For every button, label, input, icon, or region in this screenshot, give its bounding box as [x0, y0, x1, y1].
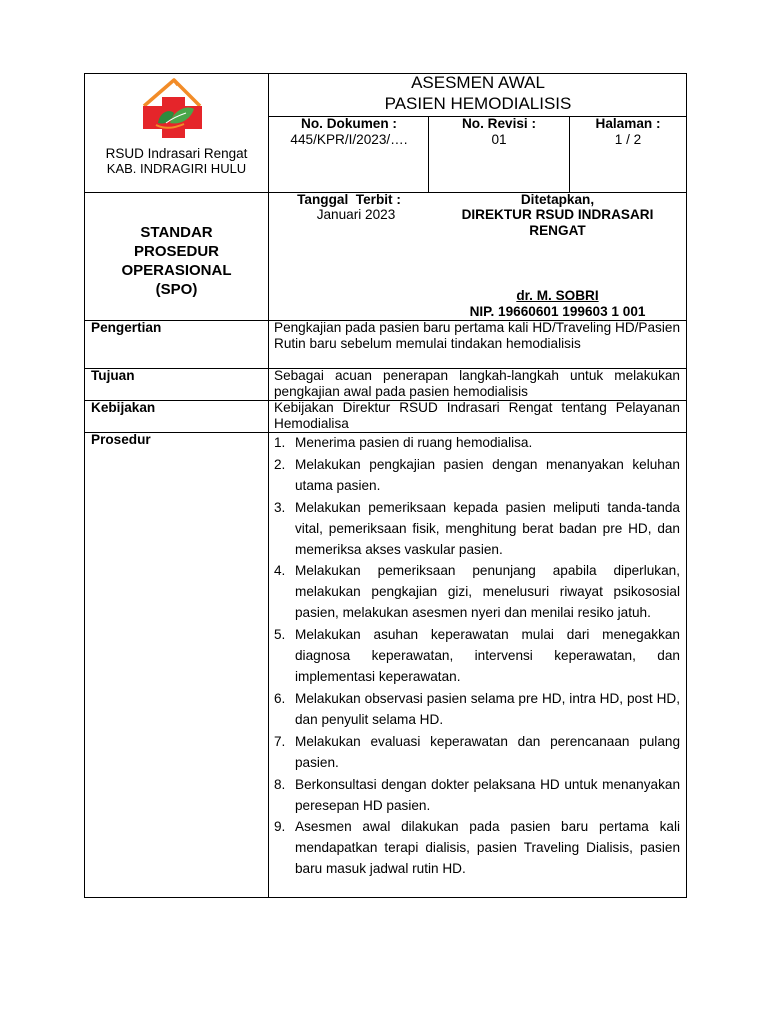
step-text: Menerima pasien di ruang hemodialisa.	[295, 435, 533, 450]
step-number: 4.	[274, 563, 286, 579]
table-border-bottom	[84, 897, 687, 898]
step-text: Melakukan observasi pasien selama pre HD, intra HD, post HD, dan penyulit selama HD.	[295, 690, 680, 727]
column-divider	[268, 73, 269, 898]
procedure-list	[274, 432, 680, 880]
hospital-cross-leaf-logo-icon	[138, 76, 202, 140]
director-title-line2: RENGAT	[529, 223, 586, 238]
procedure-step	[274, 816, 680, 879]
procedure-step	[274, 454, 680, 496]
signer-name: dr. M. SOBRI	[516, 288, 599, 303]
spo-title-line1: STANDAR	[140, 224, 213, 241]
step-text: Asesmen awal dilakukan pada pasien baru pertama kali mendapatkan terapi dialisis, pasien Traveling Dialisis, pasien baru masuk jadwal rutin HD.	[295, 819, 680, 877]
step-number: 3.	[274, 499, 286, 515]
director-title-line1: DIREKTUR RSUD INDRASARI	[461, 207, 654, 222]
spo-title-line3: OPERASIONAL	[121, 262, 232, 279]
spo-title-line4: (SPO)	[155, 281, 198, 298]
revision-label: No. Revisi :	[461, 116, 537, 131]
regency-name: KAB. INDRAGIRI HULU	[106, 161, 247, 176]
table-border-right	[686, 73, 687, 898]
step-number: 8.	[274, 776, 286, 792]
revision-value: 01	[491, 132, 507, 147]
document-title-line1: ASESMEN AWAL	[411, 73, 545, 92]
step-number: 7.	[274, 733, 286, 749]
tujuan-text: Sebagai acuan penerapan langkah-langkah untuk melakukan pengkajian awal pada pasien hemodialisis	[274, 368, 680, 399]
pengertian-label: Pengertian	[91, 320, 162, 335]
step-text: Melakukan asuhan keperawatan mulai dari menegakkan diagnosa keperawatan, intervensi keperawatan, dan implementasi keperawatan.	[295, 627, 680, 685]
procedure-step	[274, 432, 680, 453]
page-label: Halaman :	[595, 116, 661, 131]
procedure-step	[274, 774, 680, 816]
procedure-step	[274, 497, 680, 560]
step-text: Melakukan pemeriksaan penunjang apabila diperlukan, melakukan pengkajian gizi, menelusuri riwayat psikososial pasien, melakukan asesmen nyeri dan menilai resiko jatuh.	[295, 563, 680, 621]
procedure-step	[274, 731, 680, 773]
doc-no-value: 445/KPR/I/2023/….	[290, 132, 408, 147]
table-border-left	[84, 73, 85, 898]
step-text: Melakukan evaluasi keperawatan dan perencanaan pulang pasien.	[295, 733, 680, 770]
step-text: Berkonsultasi dengan dokter pelaksana HD untuk menanyakan peresepan HD pasien.	[295, 776, 680, 813]
step-text: Melakukan pemeriksaan kepada pasien meliputi tanda-tanda vital, pemeriksaan fisik, menghitung berat badan pre HD, dan memeriksa akses vaskular pasien.	[295, 499, 680, 557]
prosedur-label: Prosedur	[91, 432, 151, 447]
procedure-step	[274, 624, 680, 687]
kebijakan-text: Kebijakan Direktur RSUD Indrasari Rengat tentang Pelayanan Hemodialisa	[274, 400, 680, 431]
step-number: 2.	[274, 456, 286, 472]
pengertian-text: Pengkajian pada pasien baru pertama kali HD/Traveling HD/Pasien Rutin baru sebelum memulai tindakan hemodialisis	[274, 320, 680, 351]
page-value: 1 / 2	[614, 132, 642, 147]
kebijakan-label: Kebijakan	[91, 400, 156, 415]
set-by-label: Ditetapkan,	[520, 192, 595, 207]
step-number: 9.	[274, 819, 286, 835]
hospital-name: RSUD Indrasari Rengat	[105, 146, 248, 161]
document-title-line2: PASIEN HEMODIALISIS	[384, 94, 572, 113]
procedure-step	[274, 560, 680, 623]
issue-date-label: Tanggal Terbit :	[297, 192, 401, 207]
tujuan-label: Tujuan	[91, 368, 135, 383]
procedure-step	[274, 688, 680, 730]
signer-nip: NIP. 19660601 199603 1 001	[469, 304, 646, 319]
step-text: Melakukan pengkajian pasien dengan menanyakan keluhan utama pasien.	[295, 456, 680, 493]
issue-date-value: Januari 2023	[316, 207, 396, 222]
step-number: 6.	[274, 690, 286, 706]
step-number: 1.	[274, 435, 286, 450]
step-number: 5.	[274, 627, 286, 643]
hospital-logo	[138, 76, 202, 140]
spo-title-line2: PROSEDUR	[133, 243, 219, 260]
doc-no-label: No. Dokumen :	[301, 116, 397, 131]
